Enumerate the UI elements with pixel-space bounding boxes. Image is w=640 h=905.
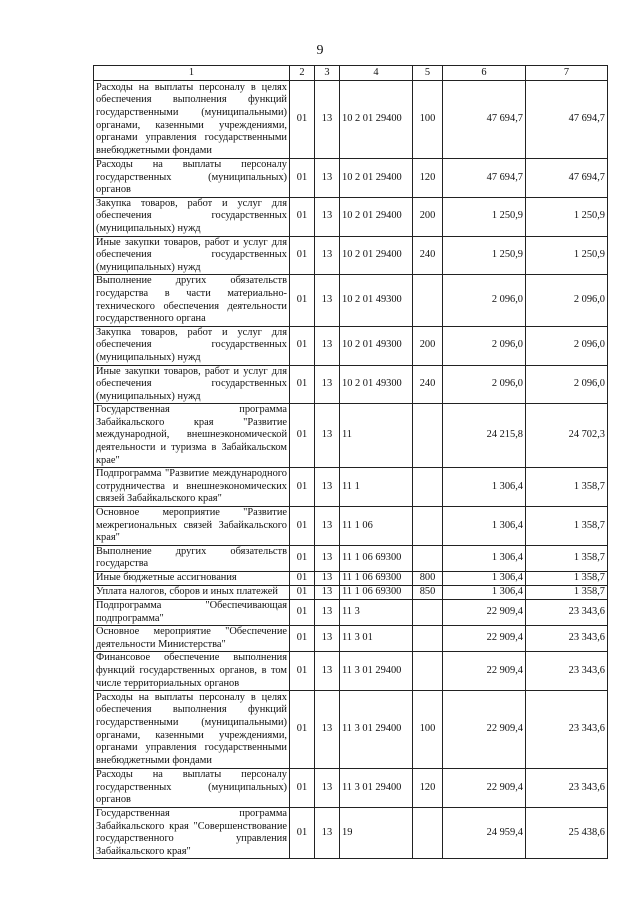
table-row bbox=[94, 365, 608, 404]
expense-type-cell bbox=[413, 652, 443, 691]
subsection-code-cell: 13 bbox=[315, 586, 340, 600]
section-code-cell: 01 bbox=[290, 275, 315, 326]
subsection-code-cell: 13 bbox=[315, 572, 340, 586]
row-name-cell: Выполнение других обязательств государства в части материально-технического обеспечения деятельности государственного органа bbox=[94, 275, 290, 326]
target-article-cell: 10 2 01 49300 bbox=[340, 326, 413, 365]
table-row bbox=[94, 236, 608, 275]
amount-year-1-cell: 47 694,7 bbox=[443, 81, 526, 159]
table-row bbox=[94, 626, 608, 652]
row-name-cell: Основное мероприятие "Развитие межрегиональных связей Забайкальского края" bbox=[94, 507, 290, 546]
row-name-cell: Закупка товаров, работ и услуг для обеспечения государственных (муниципальных) нужд bbox=[94, 326, 290, 365]
amount-year-1-cell: 2 096,0 bbox=[443, 365, 526, 404]
amount-year-2-cell: 1 250,9 bbox=[526, 236, 608, 275]
expense-type-cell bbox=[413, 807, 443, 858]
table-row bbox=[94, 545, 608, 571]
amount-year-2-cell: 23 343,6 bbox=[526, 691, 608, 769]
subsection-code-cell: 13 bbox=[315, 652, 340, 691]
row-name-cell: Иные бюджетные ассигнования bbox=[94, 572, 290, 586]
table-row bbox=[94, 275, 608, 326]
section-code-cell: 01 bbox=[290, 691, 315, 769]
subsection-code-cell: 13 bbox=[315, 81, 340, 159]
expense-type-cell: 120 bbox=[413, 159, 443, 198]
target-article-cell: 10 2 01 29400 bbox=[340, 159, 413, 198]
subsection-code-cell: 13 bbox=[315, 507, 340, 546]
subsection-code-cell: 13 bbox=[315, 197, 340, 236]
amount-year-1-cell: 22 909,4 bbox=[443, 691, 526, 769]
column-header: 5 bbox=[413, 66, 443, 81]
amount-year-2-cell: 2 096,0 bbox=[526, 326, 608, 365]
section-code-cell: 01 bbox=[290, 545, 315, 571]
target-article-cell: 11 bbox=[340, 404, 413, 468]
amount-year-2-cell: 47 694,7 bbox=[526, 81, 608, 159]
amount-year-1-cell: 22 909,4 bbox=[443, 626, 526, 652]
expense-type-cell: 200 bbox=[413, 197, 443, 236]
expense-type-cell bbox=[413, 626, 443, 652]
amount-year-2-cell: 23 343,6 bbox=[526, 769, 608, 808]
target-article-cell: 10 2 01 49300 bbox=[340, 365, 413, 404]
amount-year-1-cell: 47 694,7 bbox=[443, 159, 526, 198]
subsection-code-cell: 13 bbox=[315, 275, 340, 326]
column-header: 4 bbox=[340, 66, 413, 81]
expense-type-cell: 120 bbox=[413, 769, 443, 808]
column-header: 1 bbox=[94, 66, 290, 81]
table-row bbox=[94, 586, 608, 600]
target-article-cell: 11 3 bbox=[340, 600, 413, 626]
table-row bbox=[94, 769, 608, 808]
target-article-cell: 11 3 01 29400 bbox=[340, 691, 413, 769]
amount-year-1-cell: 1 306,4 bbox=[443, 545, 526, 571]
amount-year-1-cell: 1 306,4 bbox=[443, 586, 526, 600]
expense-type-cell: 850 bbox=[413, 586, 443, 600]
expense-type-cell: 100 bbox=[413, 691, 443, 769]
row-name-cell: Расходы на выплаты персоналу государственных (муниципальных) органов bbox=[94, 159, 290, 198]
row-name-cell: Уплата налогов, сборов и иных платежей bbox=[94, 586, 290, 600]
table-row bbox=[94, 507, 608, 546]
section-code-cell: 01 bbox=[290, 600, 315, 626]
subsection-code-cell: 13 bbox=[315, 404, 340, 468]
column-header: 2 bbox=[290, 66, 315, 81]
row-name-cell: Расходы на выплаты персоналу в целях обеспечения выполнения функций государственными (муниципальными) органами, казенными учреждениями, органами управления государственными внебюджетными фондами bbox=[94, 691, 290, 769]
amount-year-2-cell: 23 343,6 bbox=[526, 626, 608, 652]
target-article-cell: 10 2 01 29400 bbox=[340, 197, 413, 236]
column-header: 3 bbox=[315, 66, 340, 81]
column-header: 6 bbox=[443, 66, 526, 81]
subsection-code-cell: 13 bbox=[315, 807, 340, 858]
target-article-cell: 11 1 06 69300 bbox=[340, 572, 413, 586]
row-name-cell: Выполнение других обязательств государства bbox=[94, 545, 290, 571]
expense-type-cell: 800 bbox=[413, 572, 443, 586]
amount-year-1-cell: 2 096,0 bbox=[443, 326, 526, 365]
amount-year-1-cell: 22 909,4 bbox=[443, 652, 526, 691]
section-code-cell: 01 bbox=[290, 326, 315, 365]
amount-year-2-cell: 1 358,7 bbox=[526, 507, 608, 546]
section-code-cell: 01 bbox=[290, 404, 315, 468]
amount-year-2-cell: 1 250,9 bbox=[526, 197, 608, 236]
amount-year-1-cell: 22 909,4 bbox=[443, 769, 526, 808]
table-row bbox=[94, 326, 608, 365]
amount-year-1-cell: 1 250,9 bbox=[443, 236, 526, 275]
table-row bbox=[94, 572, 608, 586]
expense-type-cell bbox=[413, 545, 443, 571]
amount-year-2-cell: 1 358,7 bbox=[526, 572, 608, 586]
subsection-code-cell: 13 bbox=[315, 769, 340, 808]
expense-type-cell bbox=[413, 507, 443, 546]
section-code-cell: 01 bbox=[290, 81, 315, 159]
expense-type-cell bbox=[413, 600, 443, 626]
target-article-cell: 11 1 06 69300 bbox=[340, 545, 413, 571]
table-row bbox=[94, 807, 608, 858]
amount-year-1-cell: 22 909,4 bbox=[443, 600, 526, 626]
section-code-cell: 01 bbox=[290, 468, 315, 507]
target-article-cell: 11 3 01 bbox=[340, 626, 413, 652]
amount-year-2-cell: 24 702,3 bbox=[526, 404, 608, 468]
table-row bbox=[94, 159, 608, 198]
subsection-code-cell: 13 bbox=[315, 468, 340, 507]
expense-type-cell: 240 bbox=[413, 236, 443, 275]
expense-type-cell: 240 bbox=[413, 365, 443, 404]
table-row bbox=[94, 197, 608, 236]
amount-year-1-cell: 1 250,9 bbox=[443, 197, 526, 236]
subsection-code-cell: 13 bbox=[315, 236, 340, 275]
table-row bbox=[94, 81, 608, 159]
section-code-cell: 01 bbox=[290, 197, 315, 236]
amount-year-1-cell: 24 215,8 bbox=[443, 404, 526, 468]
target-article-cell: 10 2 01 49300 bbox=[340, 275, 413, 326]
target-article-cell: 11 3 01 29400 bbox=[340, 769, 413, 808]
amount-year-2-cell: 23 343,6 bbox=[526, 652, 608, 691]
subsection-code-cell: 13 bbox=[315, 600, 340, 626]
row-name-cell: Государственная программа Забайкальского края "Совершенствование государственного управления Забайкальского края" bbox=[94, 807, 290, 858]
row-name-cell: Расходы на выплаты персоналу государственных (муниципальных) органов bbox=[94, 769, 290, 808]
row-name-cell: Иные закупки товаров, работ и услуг для обеспечения государственных (муниципальных) нужд bbox=[94, 365, 290, 404]
section-code-cell: 01 bbox=[290, 626, 315, 652]
row-name-cell: Закупка товаров, работ и услуг для обеспечения государственных (муниципальных) нужд bbox=[94, 197, 290, 236]
row-name-cell: Подпрограмма "Обеспечивающая подпрограмма" bbox=[94, 600, 290, 626]
section-code-cell: 01 bbox=[290, 236, 315, 275]
target-article-cell: 11 1 06 bbox=[340, 507, 413, 546]
row-name-cell: Подпрограмма "Развитие международного сотрудничества и внешнеэкономических связей Забайкальского края" bbox=[94, 468, 290, 507]
page-number: 9 bbox=[316, 43, 324, 58]
amount-year-1-cell: 24 959,4 bbox=[443, 807, 526, 858]
amount-year-1-cell: 1 306,4 bbox=[443, 507, 526, 546]
amount-year-1-cell: 2 096,0 bbox=[443, 275, 526, 326]
table-row bbox=[94, 691, 608, 769]
expense-type-cell bbox=[413, 468, 443, 507]
section-code-cell: 01 bbox=[290, 807, 315, 858]
section-code-cell: 01 bbox=[290, 572, 315, 586]
amount-year-2-cell: 47 694,7 bbox=[526, 159, 608, 198]
subsection-code-cell: 13 bbox=[315, 365, 340, 404]
table-row bbox=[94, 468, 608, 507]
expense-type-cell bbox=[413, 275, 443, 326]
budget-table bbox=[93, 65, 608, 859]
subsection-code-cell: 13 bbox=[315, 626, 340, 652]
target-article-cell: 10 2 01 29400 bbox=[340, 236, 413, 275]
row-name-cell: Основное мероприятие "Обеспечение деятельности Министерства" bbox=[94, 626, 290, 652]
column-header: 7 bbox=[526, 66, 608, 81]
section-code-cell: 01 bbox=[290, 652, 315, 691]
target-article-cell: 11 1 bbox=[340, 468, 413, 507]
section-code-cell: 01 bbox=[290, 365, 315, 404]
subsection-code-cell: 13 bbox=[315, 326, 340, 365]
row-name-cell: Расходы на выплаты персоналу в целях обеспечения выполнения функций государственными (муниципальными) органами, казенными учреждениями, органами управления государственными внебюджетными фондами bbox=[94, 81, 290, 159]
expense-type-cell bbox=[413, 404, 443, 468]
expense-type-cell: 200 bbox=[413, 326, 443, 365]
target-article-cell: 11 3 01 29400 bbox=[340, 652, 413, 691]
section-code-cell: 01 bbox=[290, 159, 315, 198]
row-name-cell: Иные закупки товаров, работ и услуг для обеспечения государственных (муниципальных) нужд bbox=[94, 236, 290, 275]
amount-year-2-cell: 25 438,6 bbox=[526, 807, 608, 858]
expense-type-cell: 100 bbox=[413, 81, 443, 159]
table-row bbox=[94, 600, 608, 626]
subsection-code-cell: 13 bbox=[315, 545, 340, 571]
subsection-code-cell: 13 bbox=[315, 691, 340, 769]
table-header-row bbox=[94, 66, 608, 81]
amount-year-2-cell: 2 096,0 bbox=[526, 365, 608, 404]
amount-year-2-cell: 1 358,7 bbox=[526, 586, 608, 600]
target-article-cell: 11 1 06 69300 bbox=[340, 586, 413, 600]
table-row bbox=[94, 652, 608, 691]
section-code-cell: 01 bbox=[290, 507, 315, 546]
amount-year-2-cell: 2 096,0 bbox=[526, 275, 608, 326]
amount-year-1-cell: 1 306,4 bbox=[443, 468, 526, 507]
amount-year-1-cell: 1 306,4 bbox=[443, 572, 526, 586]
row-name-cell: Финансовое обеспечение выполнения функций государственных органов, в том числе территориальных органов bbox=[94, 652, 290, 691]
amount-year-2-cell: 1 358,7 bbox=[526, 468, 608, 507]
section-code-cell: 01 bbox=[290, 769, 315, 808]
target-article-cell: 19 bbox=[340, 807, 413, 858]
row-name-cell: Государственная программа Забайкальского края "Развитие международной, внешнеэкономической деятельности и туризма в Забайкальском крае" bbox=[94, 404, 290, 468]
target-article-cell: 10 2 01 29400 bbox=[340, 81, 413, 159]
amount-year-2-cell: 23 343,6 bbox=[526, 600, 608, 626]
subsection-code-cell: 13 bbox=[315, 159, 340, 198]
table-row bbox=[94, 404, 608, 468]
section-code-cell: 01 bbox=[290, 586, 315, 600]
amount-year-2-cell: 1 358,7 bbox=[526, 545, 608, 571]
